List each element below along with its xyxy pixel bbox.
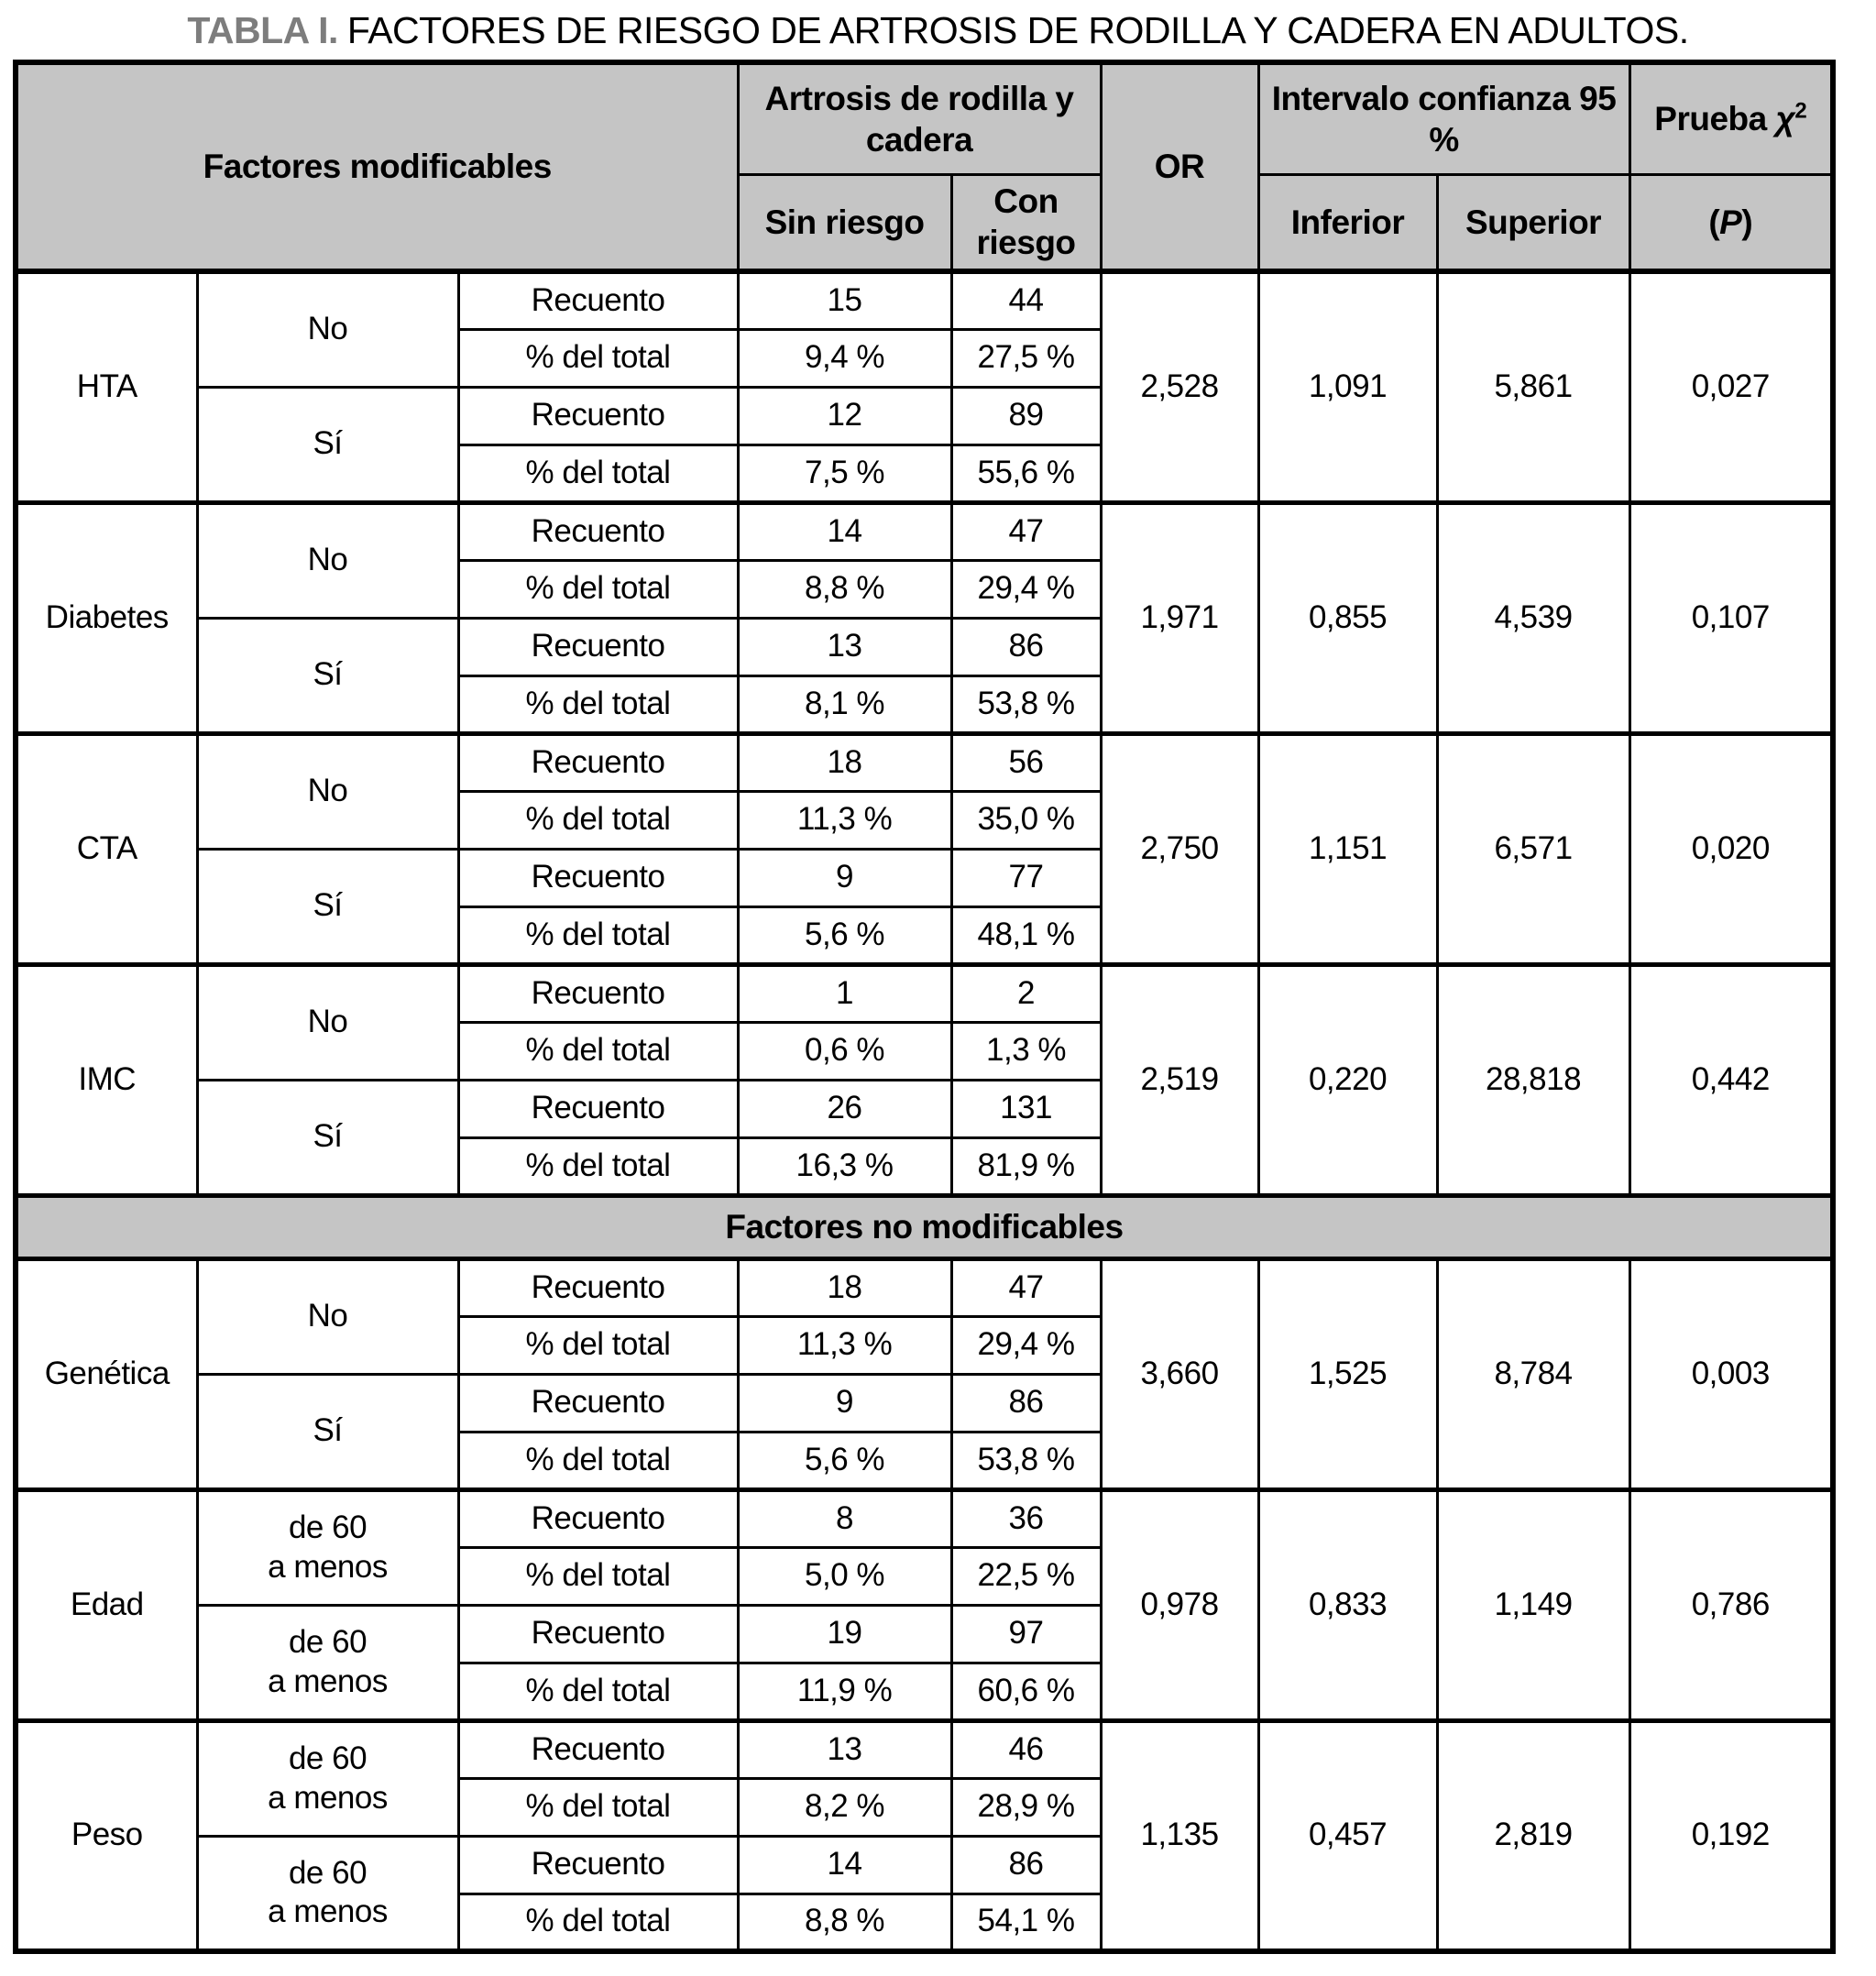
level-label: de 60 a menos <box>197 1489 458 1605</box>
metric-label: % del total <box>458 1316 738 1374</box>
value-con-riesgo: 29,4 % <box>951 1316 1101 1374</box>
metric-label: % del total <box>458 906 738 964</box>
level-label: No <box>197 733 458 849</box>
value-con-riesgo: 53,8 % <box>951 1432 1101 1489</box>
metric-label: % del total <box>458 1432 738 1489</box>
level-label: Sí <box>197 849 458 964</box>
value-sin-riesgo: 8,2 % <box>738 1778 951 1836</box>
metric-label: Recuento <box>458 502 738 560</box>
value-con-riesgo: 44 <box>951 271 1101 329</box>
or-value: 1,971 <box>1101 502 1258 733</box>
value-con-riesgo: 1,3 % <box>951 1022 1101 1080</box>
metric-label: Recuento <box>458 1374 738 1432</box>
value-sin-riesgo: 8,1 % <box>738 675 951 733</box>
value-sin-riesgo: 1 <box>738 964 951 1022</box>
factor-name: CTA <box>16 733 197 964</box>
ci-inferior-value: 1,091 <box>1258 271 1437 502</box>
factor-name: HTA <box>16 271 197 502</box>
col-header-intervalo-confianza: Intervalo confianza 95 % <box>1258 62 1629 174</box>
metric-label: % del total <box>458 329 738 387</box>
value-sin-riesgo: 8 <box>738 1489 951 1547</box>
table-title <box>0 0 1876 60</box>
value-sin-riesgo: 26 <box>738 1080 951 1137</box>
value-con-riesgo: 86 <box>951 1374 1101 1432</box>
metric-label: % del total <box>458 791 738 849</box>
value-sin-riesgo: 13 <box>738 618 951 675</box>
metric-label: % del total <box>458 1663 738 1720</box>
col-header-factores-modificables: Factores modificables <box>16 62 738 271</box>
ci-inferior-value: 0,855 <box>1258 502 1437 733</box>
value-sin-riesgo: 14 <box>738 1836 951 1894</box>
col-header-con-riesgo: Con riesgo <box>951 174 1101 271</box>
or-value: 3,660 <box>1101 1258 1258 1489</box>
metric-label: Recuento <box>458 387 738 445</box>
p-value: 0,107 <box>1629 502 1833 733</box>
ci-inferior-value: 0,457 <box>1258 1720 1437 1951</box>
ci-superior-value: 4,539 <box>1437 502 1629 733</box>
value-con-riesgo: 55,6 % <box>951 445 1101 502</box>
value-sin-riesgo: 11,9 % <box>738 1663 951 1720</box>
table-title-text: FACTORES DE RIESGO DE ARTROSIS DE RODILLA Y CADERA EN ADULTOS. <box>346 9 1689 51</box>
metric-label: Recuento <box>458 1258 738 1316</box>
metric-label: % del total <box>458 675 738 733</box>
level-label: de 60 a menos <box>197 1720 458 1836</box>
value-sin-riesgo: 16,3 % <box>738 1137 951 1195</box>
risk-factors-table <box>13 60 1836 1954</box>
value-sin-riesgo: 11,3 % <box>738 791 951 849</box>
value-sin-riesgo: 5,6 % <box>738 906 951 964</box>
value-sin-riesgo: 5,6 % <box>738 1432 951 1489</box>
value-con-riesgo: 53,8 % <box>951 675 1101 733</box>
value-con-riesgo: 22,5 % <box>951 1547 1101 1605</box>
level-label: No <box>197 271 458 387</box>
value-con-riesgo: 60,6 % <box>951 1663 1101 1720</box>
value-sin-riesgo: 13 <box>738 1720 951 1778</box>
value-sin-riesgo: 8,8 % <box>738 560 951 618</box>
level-label: de 60 a menos <box>197 1605 458 1720</box>
p-value: 0,786 <box>1629 1489 1833 1720</box>
value-con-riesgo: 36 <box>951 1489 1101 1547</box>
value-sin-riesgo: 9,4 % <box>738 329 951 387</box>
value-sin-riesgo: 8,8 % <box>738 1894 951 1951</box>
ci-superior-value: 28,818 <box>1437 964 1629 1195</box>
col-header-p: (P) <box>1629 174 1833 271</box>
table-title-tag: TABLA I. <box>187 9 338 51</box>
factor-name: Genética <box>16 1258 197 1489</box>
factor-name: Edad <box>16 1489 197 1720</box>
metric-label: Recuento <box>458 964 738 1022</box>
level-label: No <box>197 964 458 1080</box>
value-con-riesgo: 86 <box>951 618 1101 675</box>
value-sin-riesgo: 15 <box>738 271 951 329</box>
metric-label: % del total <box>458 445 738 502</box>
ci-superior-value: 2,819 <box>1437 1720 1629 1951</box>
level-label: Sí <box>197 618 458 733</box>
col-header-inferior: Inferior <box>1258 174 1437 271</box>
or-value: 2,528 <box>1101 271 1258 502</box>
value-con-riesgo: 131 <box>951 1080 1101 1137</box>
p-value: 0,442 <box>1629 964 1833 1195</box>
or-value: 1,135 <box>1101 1720 1258 1951</box>
ci-inferior-value: 0,220 <box>1258 964 1437 1195</box>
value-con-riesgo: 27,5 % <box>951 329 1101 387</box>
factor-name: Diabetes <box>16 502 197 733</box>
metric-label: % del total <box>458 1894 738 1951</box>
col-header-sin-riesgo: Sin riesgo <box>738 174 951 271</box>
or-value: 0,978 <box>1101 1489 1258 1720</box>
value-sin-riesgo: 14 <box>738 502 951 560</box>
ci-superior-value: 1,149 <box>1437 1489 1629 1720</box>
value-con-riesgo: 46 <box>951 1720 1101 1778</box>
level-label: Sí <box>197 1080 458 1195</box>
metric-label: Recuento <box>458 1080 738 1137</box>
value-con-riesgo: 2 <box>951 964 1101 1022</box>
level-label: Sí <box>197 387 458 502</box>
metric-label: % del total <box>458 1547 738 1605</box>
value-con-riesgo: 47 <box>951 502 1101 560</box>
metric-label: % del total <box>458 1778 738 1836</box>
value-con-riesgo: 47 <box>951 1258 1101 1316</box>
section-banner-no-modificables: Factores no modificables <box>16 1195 1833 1258</box>
metric-label: % del total <box>458 1137 738 1195</box>
col-header-superior: Superior <box>1437 174 1629 271</box>
metric-label: Recuento <box>458 733 738 791</box>
value-sin-riesgo: 11,3 % <box>738 1316 951 1374</box>
value-con-riesgo: 86 <box>951 1836 1101 1894</box>
or-value: 2,519 <box>1101 964 1258 1195</box>
value-sin-riesgo: 9 <box>738 1374 951 1432</box>
col-header-artrosis: Artrosis de rodilla y cadera <box>738 62 1101 174</box>
value-con-riesgo: 29,4 % <box>951 560 1101 618</box>
metric-label: Recuento <box>458 618 738 675</box>
p-value: 0,027 <box>1629 271 1833 502</box>
metric-label: Recuento <box>458 1489 738 1547</box>
value-sin-riesgo: 7,5 % <box>738 445 951 502</box>
value-con-riesgo: 89 <box>951 387 1101 445</box>
value-sin-riesgo: 18 <box>738 733 951 791</box>
p-value: 0,020 <box>1629 733 1833 964</box>
ci-inferior-value: 1,151 <box>1258 733 1437 964</box>
level-label: de 60 a menos <box>197 1836 458 1951</box>
ci-inferior-value: 0,833 <box>1258 1489 1437 1720</box>
level-label: No <box>197 502 458 618</box>
metric-label: Recuento <box>458 1720 738 1778</box>
value-sin-riesgo: 18 <box>738 1258 951 1316</box>
value-sin-riesgo: 12 <box>738 387 951 445</box>
ci-inferior-value: 1,525 <box>1258 1258 1437 1489</box>
col-header-or: OR <box>1101 62 1258 271</box>
col-header-prueba-chi2: Prueba $\chi^2$ <box>1629 62 1833 174</box>
metric-label: Recuento <box>458 1836 738 1894</box>
level-label: Sí <box>197 1374 458 1489</box>
value-con-riesgo: 48,1 % <box>951 906 1101 964</box>
factor-name: Peso <box>16 1720 197 1951</box>
ci-superior-value: 5,861 <box>1437 271 1629 502</box>
metric-label: Recuento <box>458 849 738 906</box>
metric-label: % del total <box>458 1022 738 1080</box>
level-label: No <box>197 1258 458 1374</box>
factor-name: IMC <box>16 964 197 1195</box>
value-sin-riesgo: 9 <box>738 849 951 906</box>
metric-label: % del total <box>458 560 738 618</box>
value-con-riesgo: 81,9 % <box>951 1137 1101 1195</box>
value-con-riesgo: 28,9 % <box>951 1778 1101 1836</box>
metric-label: Recuento <box>458 271 738 329</box>
p-value: 0,003 <box>1629 1258 1833 1489</box>
value-con-riesgo: 77 <box>951 849 1101 906</box>
value-con-riesgo: 56 <box>951 733 1101 791</box>
or-value: 2,750 <box>1101 733 1258 964</box>
value-sin-riesgo: 5,0 % <box>738 1547 951 1605</box>
p-value: 0,192 <box>1629 1720 1833 1951</box>
value-con-riesgo: 35,0 % <box>951 791 1101 849</box>
metric-label: Recuento <box>458 1605 738 1663</box>
ci-superior-value: 6,571 <box>1437 733 1629 964</box>
value-sin-riesgo: 0,6 % <box>738 1022 951 1080</box>
value-sin-riesgo: 19 <box>738 1605 951 1663</box>
value-con-riesgo: 97 <box>951 1605 1101 1663</box>
ci-superior-value: 8,784 <box>1437 1258 1629 1489</box>
value-con-riesgo: 54,1 % <box>951 1894 1101 1951</box>
